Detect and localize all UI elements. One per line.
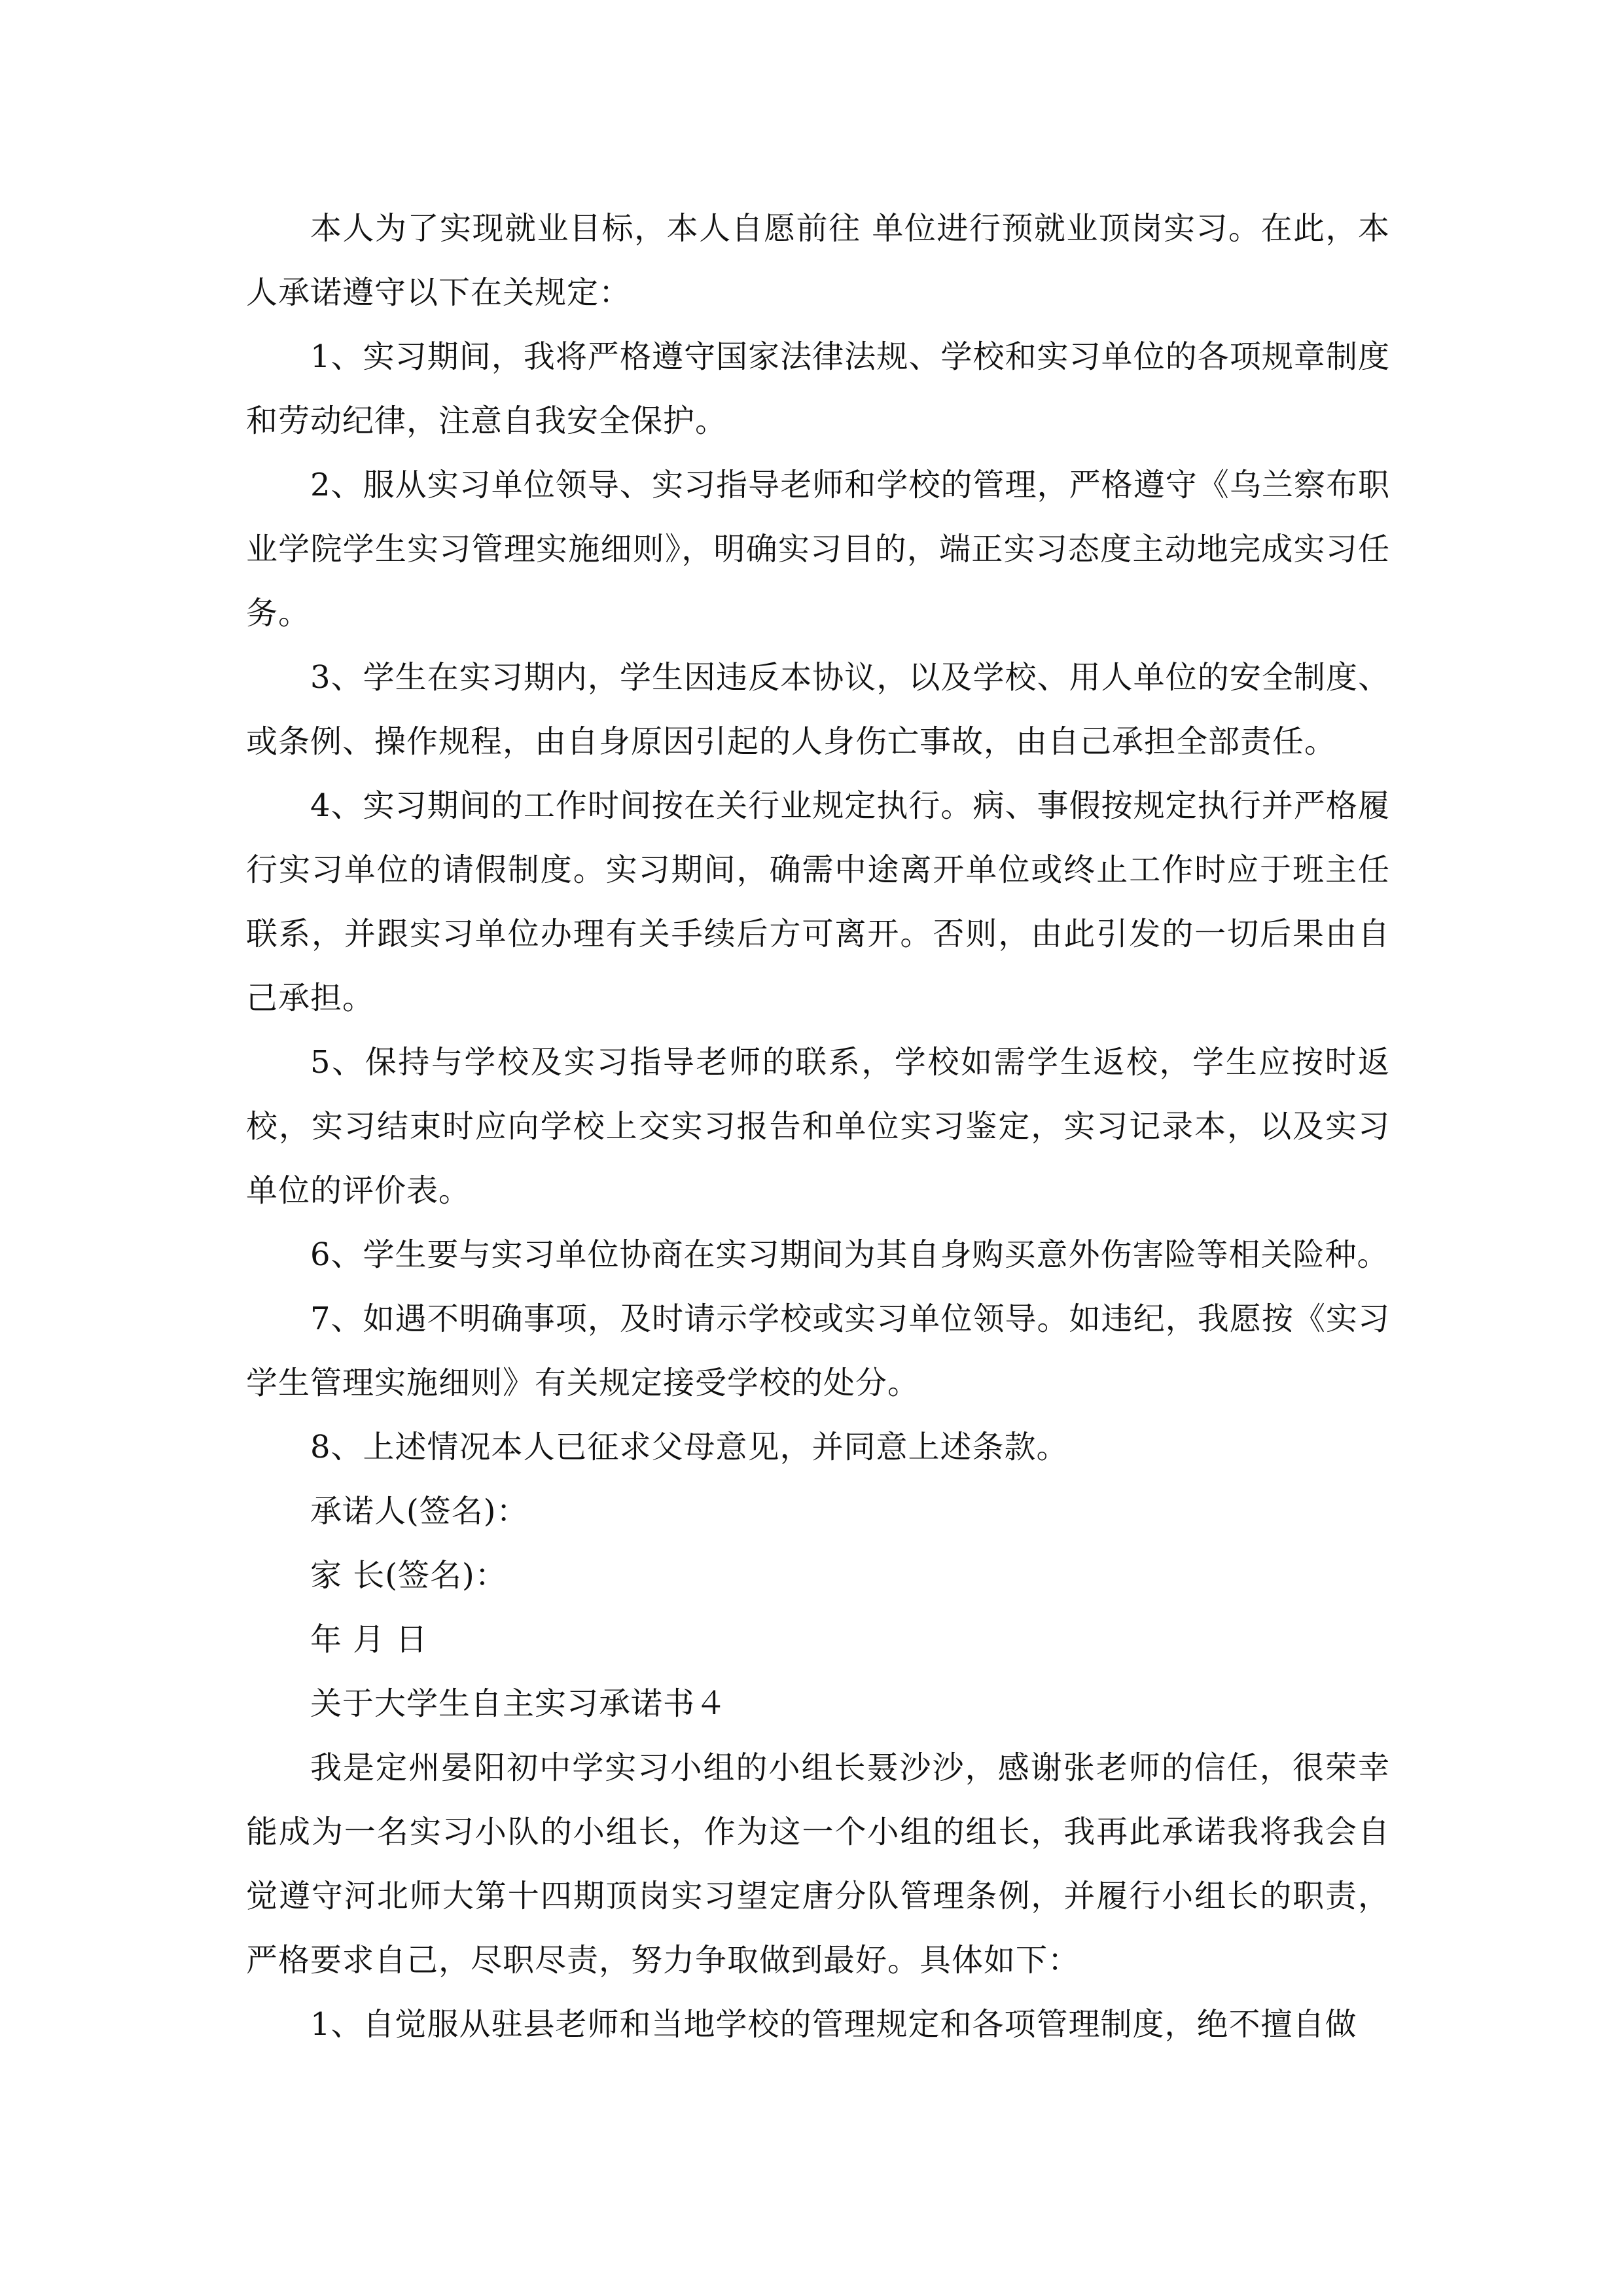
intro-paragraph: 本人为了实现就业目标，本人自愿前往 单位进行预就业顶岗实习。在此，本人承诺遵守以下在关规定： [246,210,1390,311]
signature-promisor: 承诺人(签名)： [310,1493,529,1530]
signature-date: 年 月 日 [310,1621,428,1658]
clause-4: 4、实习期间的工作时间按在关行业规定执行。病、事假按规定执行并严格履行实习单位的请假制度。实习期间，确需中途离开单位或终止工作时应于班主任联系，并跟实习单位办理有关手续后方可离开。否则，由此引发的一切后果由自己承担。 [246,787,1390,1016]
section-intro-paragraph: 我是定州晏阳初中学实习小组的小组长聂沙沙，感谢张老师的信任，很荣幸能成为一名实习小队的小组长，作为这一个小组的组长，我再此承诺我将我会自觉遵守河北师大第十四期顶岗实习望定唐分队管理条例，并履行小组长的职责，严格要求自己，尽职尽责，努力争取做到最好。具体如下： [246,1749,1390,1979]
clause-8: 8、上述情况本人已征求父母意见，并同意上述条款。 [310,1429,1069,1465]
document-body [246,196,1390,2056]
clause-5: 5、保持与学校及实习指导老师的联系，学校如需学生返校，学生应按时返校，实习结束时应向学校上交实习报告和单位实习鉴定，实习记录本，以及实习单位的评价表。 [246,1044,1390,1209]
signature-parent: 家 长(签名)： [310,1557,507,1594]
clause-3: 3、学生在实习期内，学生因违反本协议，以及学校、用人单位的安全制度、或条例、操作规程，由自身原因引起的人身伤亡事故，由自己承担全部责任。 [246,659,1390,760]
clause-1: 1、实习期间，我将严格遵守国家法律法规、学校和实习单位的各项规章制度和劳动纪律，注意自我安全保护。 [246,338,1390,439]
section-clause-1: 1、自觉服从驻县老师和当地学校的管理规定和各项管理制度，绝不擅自做 [310,2006,1357,2043]
clause-6: 6、学生要与实习单位协商在实习期间为其自身购买意外伤害险等相关险种。 [310,1236,1389,1273]
section-title: 关于大学生自主实习承诺书４ [310,1685,728,1722]
clause-7: 7、如遇不明确事项，及时请示学校或实习单位领导。如违纪，我愿按《实习学生管理实施细则》有关规定接受学校的处分。 [246,1300,1390,1401]
clause-2: 2、服从实习单位领导、实习指导老师和学校的管理，严格遵守《乌兰察布职业学院学生实习管理实施细则》，明确实习目的，端正实习态度主动地完成实习任务。 [246,467,1390,632]
